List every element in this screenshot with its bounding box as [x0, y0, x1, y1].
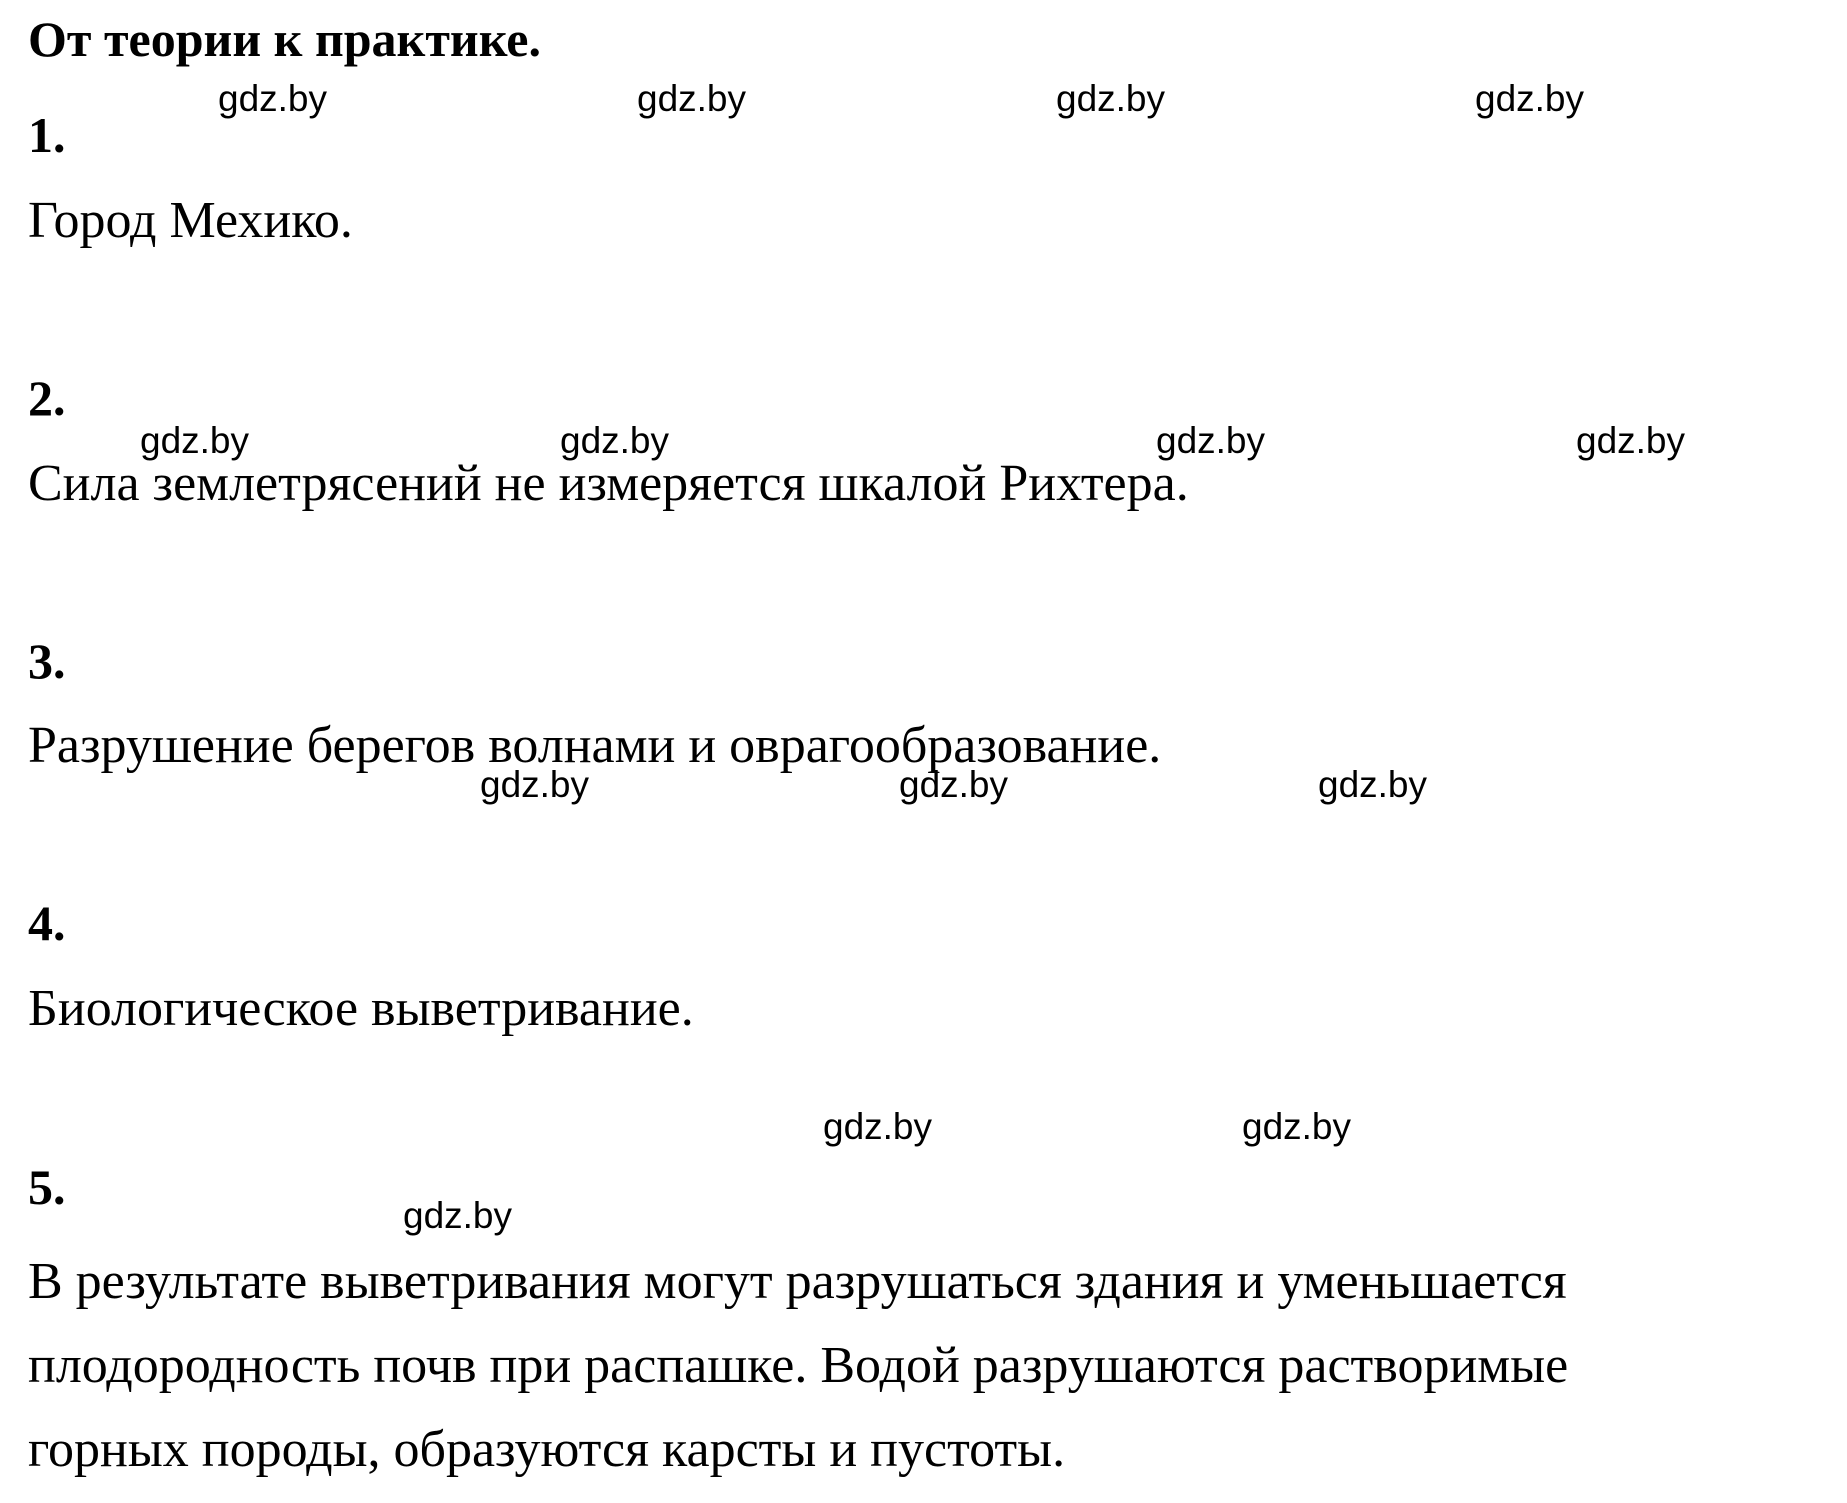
item-answer-4: Биологическое выветривание. [28, 980, 694, 1037]
item-answer-5-line-1: В результате выветривания могут разрушаться здания и уменьшается [28, 1253, 1567, 1310]
watermark: gdz.by [637, 78, 747, 119]
watermark: gdz.by [140, 420, 250, 461]
watermark: gdz.by [480, 764, 590, 805]
item-answer-1: Город Мехико. [28, 192, 353, 249]
watermark: gdz.by [1242, 1106, 1352, 1147]
watermark: gdz.by [1156, 420, 1266, 461]
item-answer-5-line-2: плодородность почв при распашке. Водой разрушаются растворимые [28, 1337, 1569, 1394]
item-number-3: 3. [28, 633, 66, 689]
item-answer-3: Разрушение берегов волнами и оврагообразование. [28, 717, 1162, 774]
watermark: gdz.by [403, 1195, 513, 1236]
watermark: gdz.by [899, 764, 1009, 805]
item-number-4: 4. [28, 895, 66, 951]
item-number-2: 2. [28, 370, 66, 426]
watermark: gdz.by [560, 420, 670, 461]
item-answer-5-line-3: горных породы, образуются карсты и пустоты. [28, 1421, 1066, 1478]
item-answer-2: Сила землетрясений не измеряется шкалой Рихтера. [28, 455, 1189, 512]
watermark: gdz.by [823, 1106, 933, 1147]
watermark: gdz.by [1318, 764, 1428, 805]
item-number-1: 1. [28, 107, 66, 163]
page-heading: От теории к практике. [28, 11, 541, 67]
watermark: gdz.by [1056, 78, 1166, 119]
watermark: gdz.by [1576, 420, 1686, 461]
item-answer-5 [28, 1240, 1828, 1492]
watermark: gdz.by [1475, 78, 1585, 119]
item-number-5: 5. [28, 1159, 66, 1215]
watermark: gdz.by [218, 78, 328, 119]
